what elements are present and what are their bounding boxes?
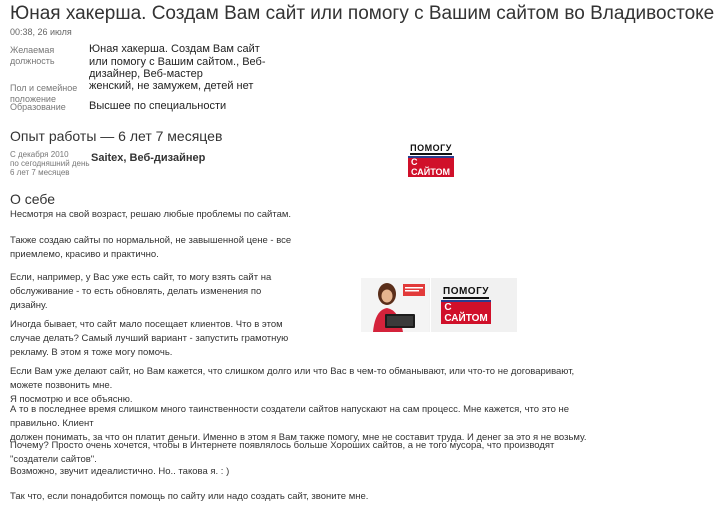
- advertisement-banner[interactable]: [361, 278, 517, 332]
- family-label: Пол и семейное положение: [10, 83, 78, 104]
- period-from: С декабря 2010: [10, 150, 69, 159]
- about-paragraph-2: [10, 234, 291, 262]
- about-paragraph-5-line-1: Если Вам уже делают сайт, но Вам кажется, что слишком долго или что Вас в чем-то обманывают, или что-то не договаривают, можете позвонить мне.: [10, 366, 575, 391]
- logo-line-2: С САЙТОМ: [408, 156, 454, 178]
- company-logo: [408, 142, 454, 177]
- about-paragraph-3-line-2: обслуживание - то есть обновлять, делать изменения по: [10, 286, 262, 297]
- about-paragraph-3: [10, 271, 271, 313]
- banner-logo-line-1: ПОМОГУ: [443, 286, 489, 297]
- banner-logo: [443, 286, 489, 324]
- position-label: Желаемая должность: [10, 45, 55, 66]
- about-paragraph-2-line-1: Также создаю сайты по нормальной, не завышенной цене - все: [10, 235, 292, 246]
- about-paragraph-4: [10, 318, 288, 360]
- education-row: [10, 100, 310, 114]
- about-paragraph-4-line-2: случае делать? Самый лучший вариант - запустить грамотную: [10, 333, 289, 344]
- period-duration: 6 лет 7 месяцев: [10, 168, 70, 177]
- position-row: [10, 43, 310, 79]
- about-paragraph-7: Почему? Просто очень хочется, чтобы в Интернете появлялось больше Хороших сайтов, а не того мусора, что производят "создатели сайтов".: [10, 440, 555, 465]
- experience-company: Saitex, Веб-дизайнер: [91, 152, 206, 164]
- about-paragraph-4-line-1: Иногда бывает, что сайт мало посещает клиентов. Что в этом: [10, 319, 283, 330]
- position-value: Юная хакерша. Создам Вам сайт или помогу с Вашим сайтом., Веб-дизайнер, Веб-мастер: [89, 43, 266, 80]
- about-paragraph-6-line-2: должен понимать, за что он платит деньги. Именно в этом я Вам также помогу, мне не составит труда. И денег за это я не возьму.: [10, 432, 587, 443]
- about-paragraph-4-line-3: рекламу. В этом я тоже могу помочь.: [10, 347, 173, 358]
- about-paragraph-2-line-2: приемлемо, красиво и практично.: [10, 249, 159, 260]
- about-paragraph-6-line-1: А то в последнее время слишком много таинственности создатели сайтов напускают на сам процесс. Мне кажется, что это не правильно. Клиент: [10, 404, 570, 429]
- about-paragraph-5: [10, 365, 595, 407]
- experience-heading: Опыт работы — 6 лет 7 месяцев: [10, 128, 223, 144]
- about-paragraph-1: Несмотря на свой возраст, решаю любые проблемы по сайтам.: [10, 209, 292, 220]
- page-title: Юная хакерша. Создам Вам сайт или помогу с Вашим сайтом во Владивостоке: [10, 3, 714, 24]
- education-label: Образование: [10, 102, 66, 112]
- about-heading: О себе: [10, 191, 56, 207]
- about-paragraph-8: Возможно, звучит идеалистично. Но.. такова я. : ): [10, 466, 230, 477]
- woman-with-laptop-image: [361, 278, 429, 332]
- family-value: женский, не замужем, детей нет: [89, 80, 254, 92]
- experience-period: [10, 150, 90, 177]
- about-paragraph-9: Так что, если понадобится помощь по сайту или надо создать сайт, звоните мне.: [10, 491, 369, 502]
- period-to: по сегодняшний день: [10, 159, 90, 168]
- about-paragraph-3-line-3: дизайну.: [10, 300, 48, 311]
- logo-line-1: ПОМОГУ: [410, 142, 452, 153]
- post-date: 00:38, 26 июля: [10, 27, 72, 37]
- education-value: Высшее по специальности: [89, 100, 227, 112]
- banner-divider: [430, 278, 431, 332]
- about-paragraph-3-line-1: Если, например, у Вас уже есть сайт, то могу взять сайт на: [10, 272, 272, 283]
- banner-logo-line-2: С САЙТОМ: [441, 300, 490, 324]
- about-paragraph-5-line-2: Я посмотрю и все объясню.: [10, 394, 133, 405]
